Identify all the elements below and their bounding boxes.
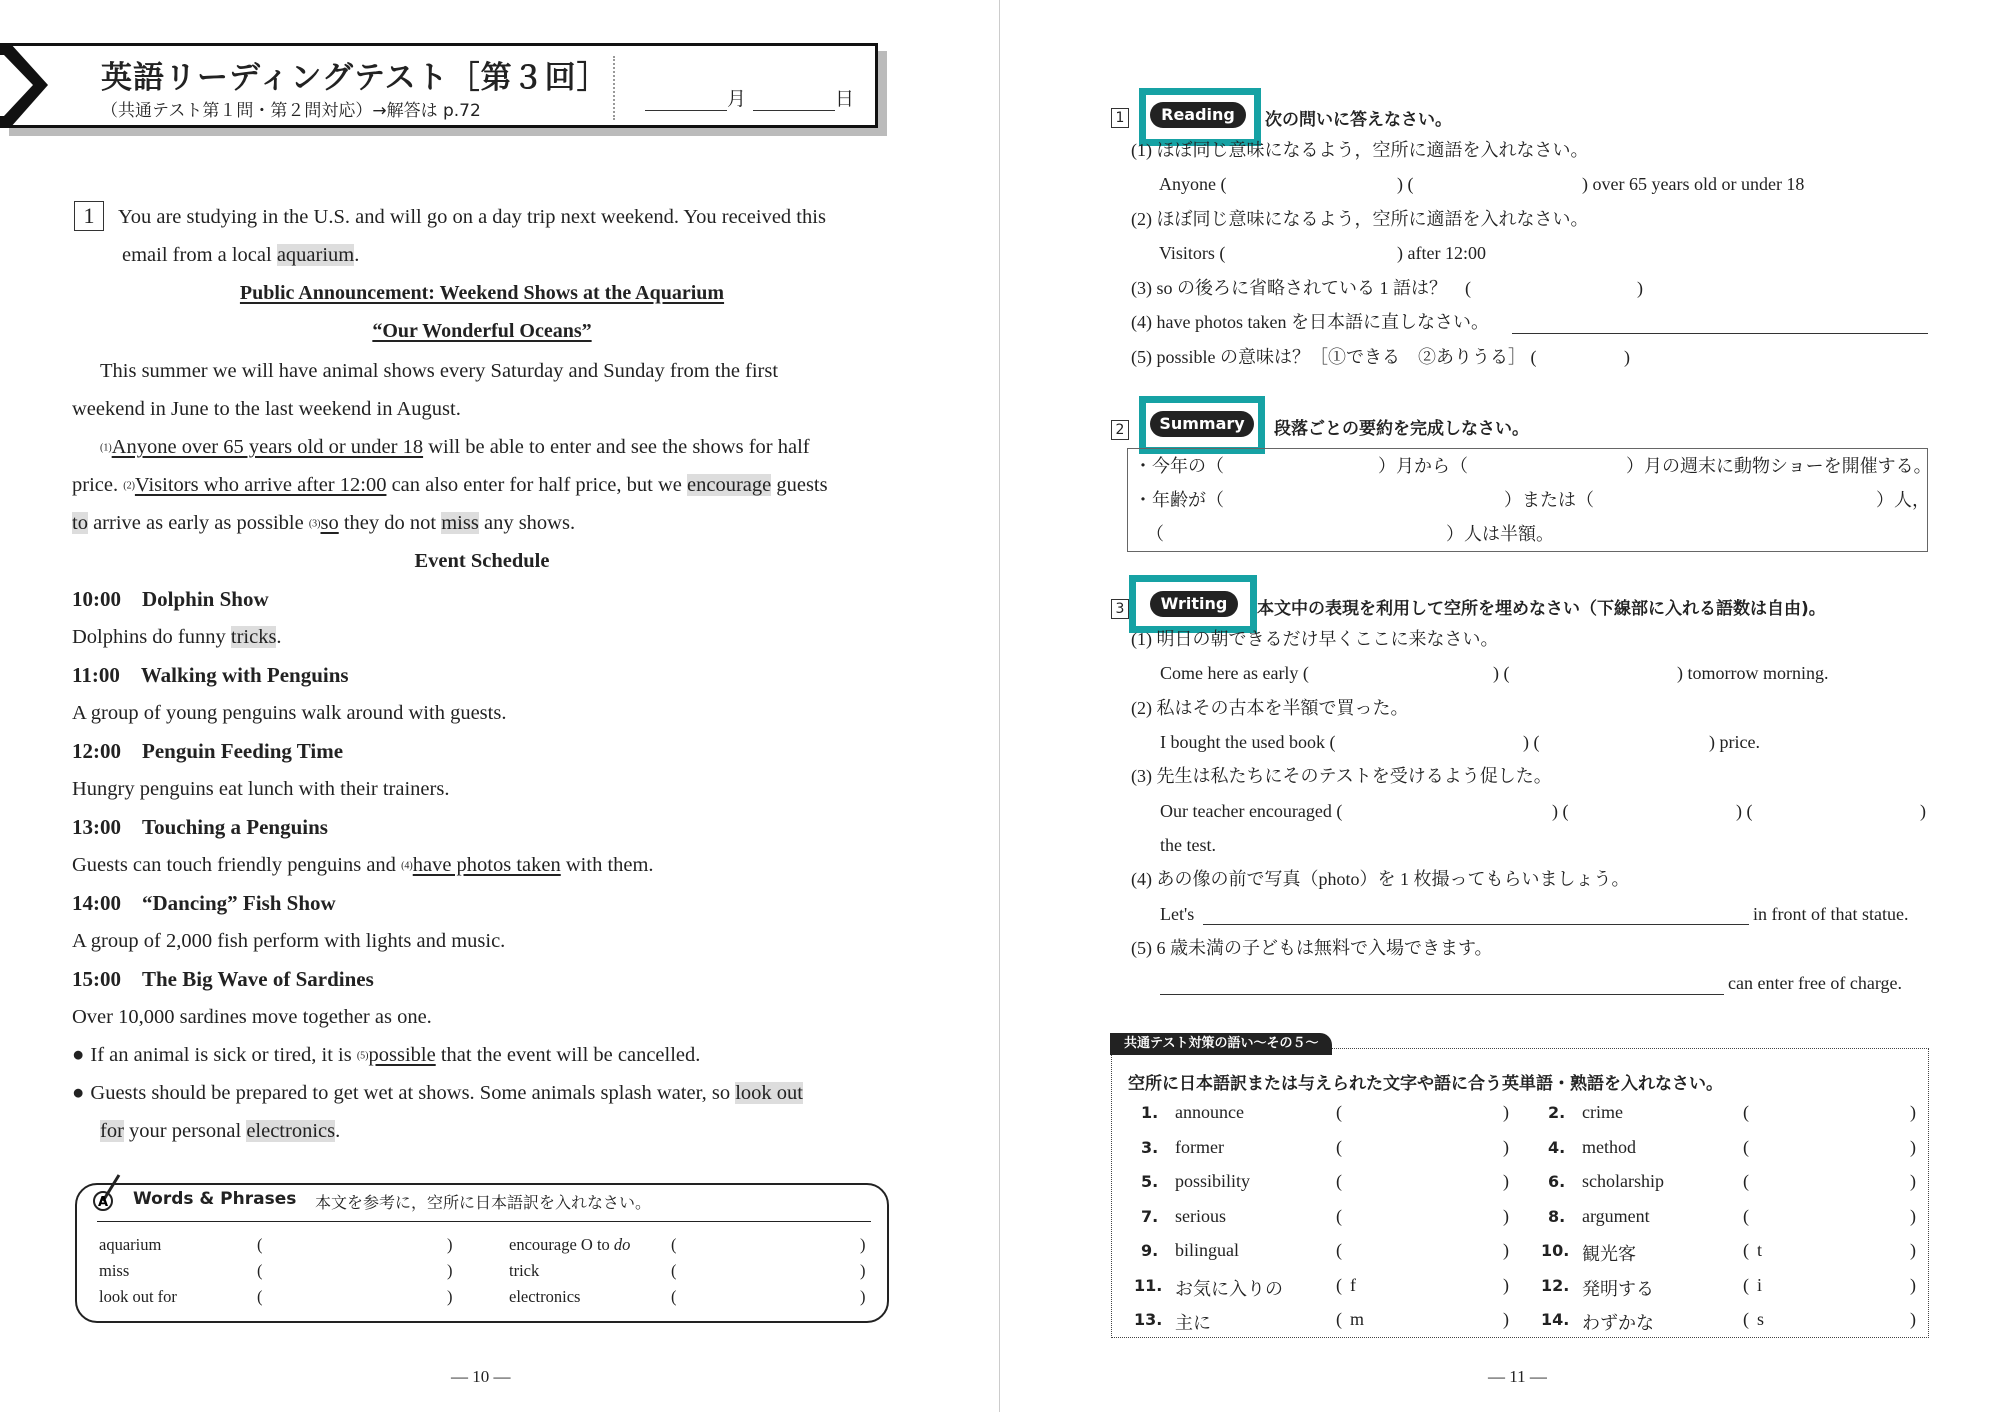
s3-q3d: ) <box>1920 801 1926 821</box>
s3-q3e: the test. <box>1160 835 1216 855</box>
s1-q1: (1) ほぼ同じ意味になるよう，空所に適語を入れなさい。 <box>1131 140 1589 160</box>
answer-3-close: ) <box>447 1287 453 1306</box>
vocab-answer-close-9: ) <box>1503 1240 1509 1260</box>
vocab-answer-close-8: ) <box>1910 1205 1916 1226</box>
schedule-desc-6: Over 10,000 sardines move together as one. <box>72 1006 432 1028</box>
section-2-number: 2 <box>1111 416 1129 440</box>
word-4: encourage O to do <box>509 1235 631 1254</box>
writing-pill: Writing <box>1150 591 1238 617</box>
s1-q1c: ) over 65 years old or under 18 <box>1582 174 1805 194</box>
summary-box <box>1127 448 1932 552</box>
section-3-number: 3 <box>1111 595 1129 619</box>
schedule-title: Event Schedule <box>414 550 550 572</box>
s1-q1b[interactable]: ) ( <box>1397 174 1414 194</box>
s3-q4-answer-line[interactable] <box>1203 924 1749 925</box>
vocab-number-3: 3. <box>1141 1137 1159 1157</box>
answer-4-close: ) <box>860 1235 866 1254</box>
s3-q3a[interactable]: Our teacher encouraged ( <box>1160 801 1343 821</box>
vocab-answer-13[interactable]: ( m <box>1336 1309 1365 1329</box>
vocab-number-9: 9. <box>1141 1241 1159 1260</box>
s3-q2a[interactable]: I bought the used book ( <box>1160 732 1336 752</box>
s3-q4b: in front of that statue. <box>1753 904 1909 924</box>
vocab-word-6: scholarship <box>1582 1171 1664 1191</box>
svg-text:A: A <box>98 1195 109 1210</box>
vocab-answer-2[interactable]: ( <box>1743 1102 1749 1122</box>
schedule-head-6: 15:00 The Big Wave of Sardines <box>72 967 374 991</box>
vocab-word-8: argument <box>1582 1205 1650 1226</box>
vocab-number-11: 11. <box>1134 1275 1163 1295</box>
section-1-heading: 次の問いに答えなさい。 <box>1265 110 1452 130</box>
s2-line1b[interactable]: ）月から（ <box>1378 456 1468 476</box>
para1-line2: weekend in June to the last weekend in August. <box>72 398 461 420</box>
schedule-head-4: 13:00 Touching a Penguins <box>72 815 328 839</box>
test-header <box>0 43 878 128</box>
vocab-answer-close-2: ) <box>1910 1102 1916 1122</box>
intro-line-2: email from a local aquarium. <box>122 244 360 266</box>
words-title: Words & Phrases <box>133 1189 297 1209</box>
vocab-word-11: お気に入りの <box>1175 1278 1283 1299</box>
word-3: look out for <box>99 1287 177 1306</box>
s1-q2: (2) ほぼ同じ意味になるよう，空所に適語を入れなさい。 <box>1131 209 1589 229</box>
announcement-title: Public Announcement: Weekend Shows at the Aquarium <box>239 282 725 304</box>
schedule-head-5: 14:00 “Dancing” Fish Show <box>72 891 336 915</box>
vocab-instruction: 空所に日本語訳または与えられた文字や語に合う英単語・熟語を入れなさい。 <box>1128 1074 1723 1094</box>
vocab-answer-close-14: ) <box>1910 1309 1916 1329</box>
answer-1-open[interactable]: ( <box>257 1235 263 1254</box>
vocab-number-1: 1. <box>1141 1103 1159 1122</box>
word-1: aquarium <box>99 1235 162 1254</box>
vocab-number-10: 10. <box>1541 1241 1570 1260</box>
page-number-left: ― 10 ― <box>451 1367 511 1386</box>
vocab-answer-11[interactable]: ( f <box>1336 1274 1356 1295</box>
vocab-word-13: 主に <box>1175 1313 1211 1333</box>
vocab-answer-9[interactable]: ( <box>1336 1240 1342 1260</box>
schedule-desc-3: Hungry penguins eat lunch with their trainers. <box>72 778 450 800</box>
answer-5-close: ) <box>860 1261 866 1280</box>
para2-line2: price. (2)Visitors who arrive after 12:00 can also enter for half price, but we encourage guests <box>72 474 828 496</box>
header-divider <box>613 56 615 120</box>
day-field[interactable]: 日 <box>753 84 854 111</box>
vocab-word-4: method <box>1582 1136 1636 1157</box>
intro-line-1: 1 You are studying in the U.S. and will go on a day trip next weekend. You received this <box>72 198 892 236</box>
word-5: trick <box>509 1261 540 1280</box>
chevron-right-icon <box>0 43 50 128</box>
s3-q1: (1) 明日の朝できるだけ早くここに来なさい。 <box>1131 629 1499 649</box>
vocab-answer-close-13: ) <box>1503 1309 1509 1329</box>
s3-q3c[interactable]: ) ( <box>1736 801 1753 821</box>
vocab-number-2: 2. <box>1548 1103 1566 1122</box>
announcement-subtitle: “Our Wonderful Oceans” <box>372 320 592 342</box>
bullet-1: ● If an animal is sick or tired, it is (5)possible that the event will be cancelled. <box>72 1044 701 1066</box>
s1-q2a[interactable]: Visitors ( <box>1159 243 1226 263</box>
s3-q4a: Let's <box>1160 904 1195 924</box>
schedule-desc-4: Guests can touch friendly penguins and (4)have photos taken with them. <box>72 854 654 876</box>
schedule-desc-5: A group of 2,000 fish perform with lights and music. <box>72 930 506 952</box>
vocab-word-7: serious <box>1175 1205 1226 1226</box>
s3-q1b[interactable]: ) ( <box>1493 663 1510 683</box>
vocab-word-5: possibility <box>1175 1171 1251 1191</box>
vocab-answer-8[interactable]: ( <box>1743 1205 1749 1226</box>
test-subtitle: （共通テスト第１問・第２問対応）→解答は p.72 <box>101 101 481 121</box>
vocab-answer-14[interactable]: ( s <box>1743 1309 1765 1329</box>
s1-q1a[interactable]: Anyone ( <box>1159 174 1227 194</box>
para1-line1: This summer we will have animal shows every Saturday and Sunday from the first <box>100 360 779 382</box>
para2-line3: to arrive as early as possible (3)so they do not miss any shows. <box>72 512 576 534</box>
vocab-number-13: 13. <box>1134 1310 1163 1329</box>
s2-line1c: ）月の週末に動物ショーを開催する。 <box>1626 456 1932 476</box>
s3-q1a[interactable]: Come here as early ( <box>1160 663 1309 683</box>
s3-q3b[interactable]: ) ( <box>1552 801 1569 821</box>
s3-q2b[interactable]: ) ( <box>1523 732 1540 752</box>
underline-5: possible <box>368 1044 436 1066</box>
vocab-word-10: 観光客 <box>1582 1244 1636 1264</box>
s1-q5b: ) <box>1624 347 1630 367</box>
underline-1: Anyone over 65 years old or under 18 <box>111 436 424 458</box>
schedule-head-2: 11:00 Walking with Penguins <box>72 663 349 687</box>
words-instruction: 本文を参考に，空所に日本語訳を入れなさい。 <box>315 1193 652 1212</box>
s3-q4: (4) あの像の前で写真（photo）を 1 枚撮ってもらいましょう。 <box>1131 869 1630 889</box>
page-number-right: ― 11 ― <box>1488 1367 1547 1386</box>
vocab-answer-close-11: ) <box>1503 1274 1509 1295</box>
vocab-number-6: 6. <box>1548 1172 1566 1191</box>
test-title: 英語リーディングテスト［第３回］ <box>101 60 609 96</box>
vocab-word-3: former <box>1175 1136 1224 1157</box>
s2-line1a[interactable]: ・今年の（ <box>1134 456 1224 476</box>
word-6: electronics <box>509 1287 581 1306</box>
s1-q4-answer-line[interactable] <box>1512 333 1928 334</box>
vocab-number-12: 12. <box>1541 1275 1570 1295</box>
s3-q5b: can enter free of charge. <box>1728 973 1903 993</box>
s2-line2c: ）人， <box>1876 490 1930 510</box>
s1-q2b: ) after 12:00 <box>1397 243 1486 263</box>
summary-pill: Summary <box>1150 411 1254 437</box>
word-2: miss <box>99 1261 130 1280</box>
vocab-answer-10[interactable]: ( t <box>1743 1240 1763 1260</box>
words-divider <box>97 1221 871 1222</box>
vocab-number-14: 14. <box>1541 1310 1570 1329</box>
vocab-tab: 共通テスト対策の語い～その５～ <box>1110 1033 1332 1055</box>
vocab-number-4: 4. <box>1548 1137 1566 1157</box>
bullet-2: ● Guests should be prepared to get wet at shows. Some animals splash water, so look out <box>72 1082 803 1104</box>
vocab-answer-close-7: ) <box>1503 1205 1509 1226</box>
vocab-answer-close-3: ) <box>1503 1136 1509 1157</box>
s2-line3b: ）人は半額。 <box>1446 524 1554 544</box>
answer-5-open[interactable]: ( <box>671 1261 677 1280</box>
section-1-number: 1 <box>1111 104 1129 128</box>
s3-q2: (2) 私はその古本を半額で買った。 <box>1131 698 1409 718</box>
vocab-word-2: crime <box>1582 1102 1623 1122</box>
s3-q3: (3) 先生は私たちにそのテストを受けるよう促した。 <box>1131 766 1552 786</box>
vocab-answer-5[interactable]: ( <box>1336 1171 1342 1191</box>
answer-6-open[interactable]: ( <box>671 1287 677 1306</box>
schedule-desc-2: A group of young penguins walk around with guests. <box>72 702 507 724</box>
vocab-answer-1[interactable]: ( <box>1336 1102 1342 1122</box>
vocab-number-5: 5. <box>1141 1172 1159 1191</box>
vocab-answer-close-5: ) <box>1503 1171 1509 1191</box>
answer-2-open[interactable]: ( <box>257 1261 263 1280</box>
vocab-answer-close-12: ) <box>1910 1274 1916 1295</box>
s2-line3a[interactable]: （ <box>1146 524 1164 544</box>
answer-3-open[interactable]: ( <box>257 1287 263 1306</box>
s2-line2a[interactable]: ・年齢が（ <box>1134 490 1224 510</box>
vocab-word-12: 発明する <box>1582 1278 1654 1299</box>
vocab-answer-close-4: ) <box>1910 1136 1916 1157</box>
s3-q5-answer-line[interactable] <box>1160 994 1724 995</box>
vocab-word-14: わずかな <box>1582 1313 1654 1333</box>
answer-6-close: ) <box>860 1287 866 1306</box>
vocab-word-1: announce <box>1175 1102 1244 1122</box>
para2-line1: (1)Anyone over 65 years old or under 18 will be able to enter and see the shows for half <box>100 436 810 458</box>
question-number-box: 1 <box>74 201 104 231</box>
schedule-head-3: 12:00 Penguin Feeding Time <box>72 739 344 763</box>
vocab-answer-6[interactable]: ( <box>1743 1171 1749 1191</box>
vocab-word-9: bilingual <box>1175 1240 1239 1260</box>
vocab-number-8: 8. <box>1548 1206 1566 1226</box>
pen-icon <box>91 1171 125 1215</box>
underline-3: so <box>320 512 339 534</box>
schedule-desc-1: Dolphins do funny tricks. <box>72 626 282 648</box>
s1-q4: (4) have photos taken を日本語に直しなさい。 <box>1131 312 1489 332</box>
underline-2: Visitors who arrive after 12:00 <box>134 474 387 496</box>
vocab-answer-12[interactable]: ( i <box>1743 1274 1763 1295</box>
word-aquarium: aquarium <box>276 244 355 266</box>
s3-q1c: ) tomorrow morning. <box>1677 663 1829 683</box>
words-phrases-box <box>75 1183 889 1323</box>
reading-pill: Reading <box>1150 102 1246 128</box>
vocab-answer-close-6: ) <box>1910 1171 1916 1191</box>
answer-4-open[interactable]: ( <box>671 1235 677 1254</box>
vocab-answer-close-10: ) <box>1910 1240 1916 1260</box>
section-2-heading: 段落ごとの要約を完成しなさい。 <box>1274 419 1529 439</box>
vocab-answer-close-1: ) <box>1503 1102 1509 1122</box>
s1-q5[interactable]: (5) possible の意味は？［①できる ②ありうる］ ( <box>1131 347 1537 367</box>
right-page <box>1000 0 2000 1412</box>
section-3-heading: 本文中の表現を利用して空所を埋めなさい（下線部に入れる語数は自由)。 <box>1257 599 1826 619</box>
s3-q5: (5) 6 歳未満の子どもは無料で入場できます。 <box>1131 938 1493 958</box>
s1-q3[interactable]: (3) so の後ろに省略されている 1 語は？ ( <box>1131 278 1471 298</box>
vocab-number-7: 7. <box>1141 1206 1159 1226</box>
answer-2-close: ) <box>447 1261 453 1280</box>
underline-4: have photos taken <box>412 854 561 876</box>
vocab-answer-4[interactable]: ( <box>1743 1136 1749 1157</box>
vocab-answer-3[interactable]: ( <box>1336 1136 1342 1157</box>
answer-1-close: ) <box>447 1235 453 1254</box>
vocab-answer-7[interactable]: ( <box>1336 1205 1342 1226</box>
s1-q3b: ) <box>1637 278 1643 298</box>
s3-q2c: ) price. <box>1709 732 1760 752</box>
bullet-2-cont: for your personal electronics. <box>100 1120 341 1142</box>
schedule-head-1: 10:00 Dolphin Show <box>72 587 269 611</box>
month-field[interactable]: 月 <box>645 84 746 111</box>
s2-line2b[interactable]: ）または（ <box>1504 490 1594 510</box>
